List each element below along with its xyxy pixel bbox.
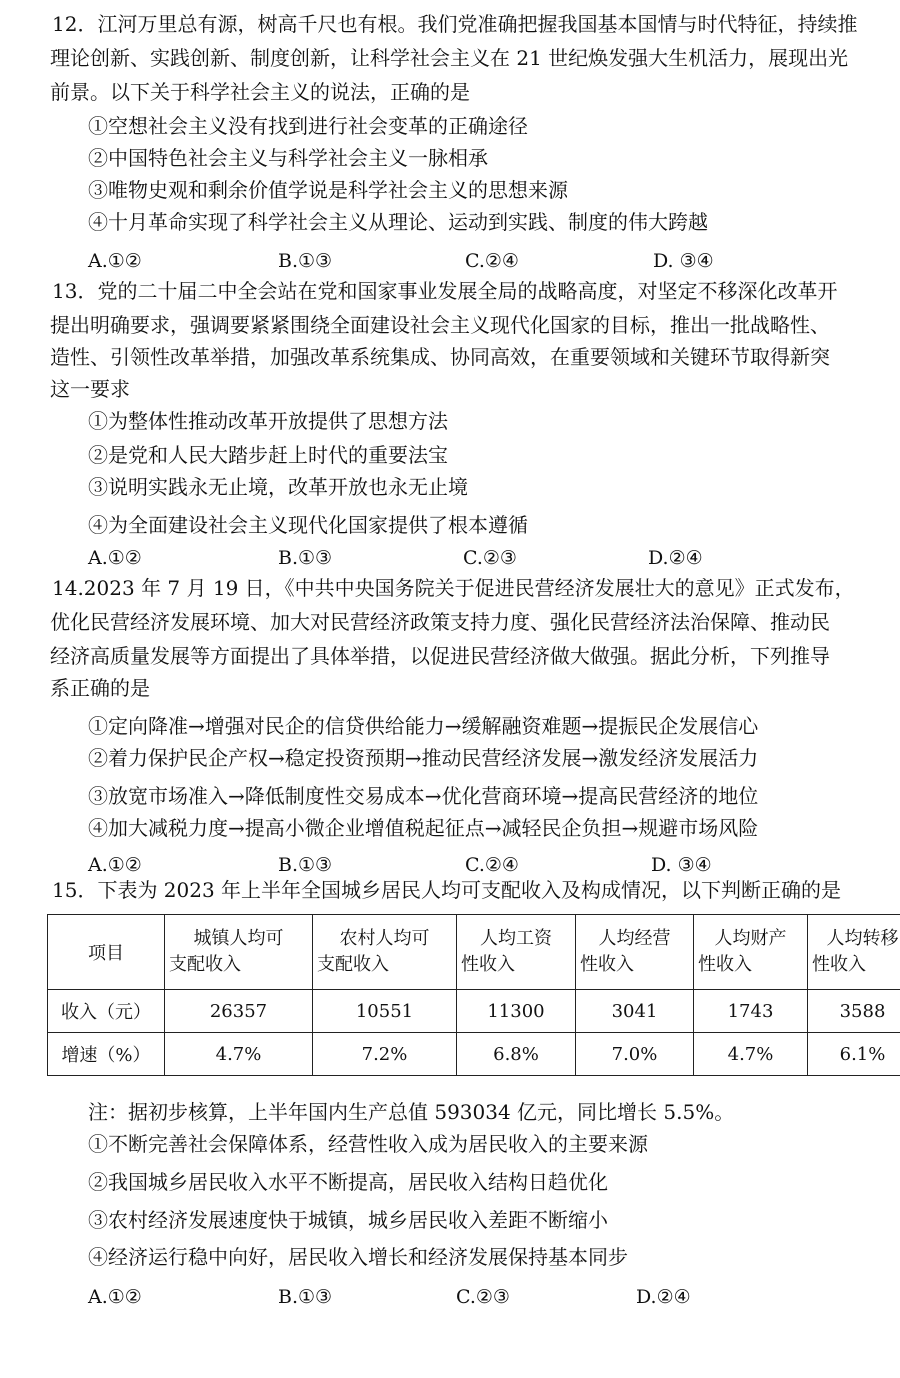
q12-option-a: A.①② — [88, 250, 142, 272]
q15-item-2: ②我国城乡居民收入水平不断提高，居民收入结构日趋优化 — [88, 1170, 608, 1194]
q13-item-1: ①为整体性推动改革开放提供了思想方法 — [88, 409, 448, 433]
table-cell: 10551 — [313, 990, 457, 1033]
q15-item-1: ①不断完善社会保障体系，经营性收入成为居民收入的主要来源 — [88, 1132, 648, 1156]
table-cell: 1743 — [694, 990, 808, 1033]
q12-option-b: B.①③ — [278, 250, 333, 272]
table-header-cell: 人均转移 性收入 — [808, 915, 900, 990]
q12-item-2: ②中国特色社会主义与科学社会主义一脉相承 — [88, 146, 488, 170]
table-cell: 收入（元） — [48, 990, 165, 1033]
table-header-cell: 人均经营 性收入 — [576, 915, 694, 990]
q13-option-d: D.②④ — [648, 547, 703, 569]
q14-option-d: D. ③④ — [651, 854, 712, 876]
q14-item-4: ④加大减税力度→提高小微企业增值税起征点→减轻民企负担→规避市场风险 — [88, 816, 759, 840]
table-row — [48, 1033, 900, 1076]
q15-option-b: B.①③ — [278, 1286, 333, 1308]
q14-option-a: A.①② — [88, 854, 142, 876]
q12-item-3: ③唯物史观和剩余价值学说是科学社会主义的思想来源 — [88, 178, 568, 202]
q13-option-c: C.②③ — [463, 547, 517, 569]
q14-option-b: B.①③ — [278, 854, 333, 876]
table-cell: 7.0% — [576, 1033, 694, 1076]
q12-option-d: D. ③④ — [653, 250, 714, 272]
table-cell: 7.2% — [313, 1033, 457, 1076]
q15-option-a: A.①② — [88, 1286, 142, 1308]
table-cell: 4.7% — [165, 1033, 313, 1076]
q13-item-4: ④为全面建设社会主义现代化国家提供了根本遵循 — [88, 513, 528, 537]
q13-option-b: B.①③ — [278, 547, 333, 569]
q13-item-2: ②是党和人民大踏步赶上时代的重要法宝 — [88, 443, 448, 467]
table-row — [48, 990, 900, 1033]
q12-item-1: ①空想社会主义没有找到进行社会变革的正确途径 — [88, 114, 528, 138]
table-header-cell: 人均工资 性收入 — [457, 915, 576, 990]
q12-stem-line-3: 前景。以下关于科学社会主义的说法，正确的是 — [50, 80, 470, 104]
q12-option-c: C.②④ — [465, 250, 519, 272]
q13-option-a: A.①② — [88, 547, 142, 569]
q15-item-4: ④经济运行稳中向好，居民收入增长和经济发展保持基本同步 — [88, 1245, 628, 1269]
q15-note: 注：据初步核算，上半年国内生产总值 593034 亿元，同比增长 5.5%。 — [88, 1100, 735, 1124]
q13-stem-line-4: 这一要求 — [50, 377, 130, 401]
q15-item-3: ③农村经济发展速度快于城镇，城乡居民收入差距不断缩小 — [88, 1208, 608, 1232]
q12-item-4: ④十月革命实现了科学社会主义从理论、运动到实践、制度的伟大跨越 — [88, 210, 708, 234]
q14-item-3: ③放宽市场准入→降低制度性交易成本→优化营商环境→提高民营经济的地位 — [88, 784, 759, 808]
q14-stem-line-1: 14.2023 年 7 月 19 日，《中共中央国务院关于促进民营经济发展壮大的意见》正式发布， — [52, 576, 855, 600]
table-cell: 3588 — [808, 990, 900, 1033]
q13-stem-line-2: 提出明确要求，强调要紧紧围绕全面建设社会主义现代化国家的目标，推出一批战略性、 — [50, 313, 830, 337]
q14-stem-line-4: 系正确的是 — [50, 676, 150, 700]
q14-item-1: ①定向降准→增强对民企的信贷供给能力→缓解融资难题→提振民企发展信心 — [88, 714, 759, 738]
q15-stem: 15．下表为 2023 年上半年全国城乡居民人均可支配收入及构成情况，以下判断正确的是 — [52, 878, 842, 902]
q14-option-c: C.②④ — [465, 854, 519, 876]
table-cell: 11300 — [457, 990, 576, 1033]
table-cell: 4.7% — [694, 1033, 808, 1076]
table-cell: 26357 — [165, 990, 313, 1033]
table-cell: 6.8% — [457, 1033, 576, 1076]
table-header-cell: 人均财产 性收入 — [694, 915, 808, 990]
q13-item-3: ③说明实践永无止境，改革开放也永无止境 — [88, 475, 468, 499]
q15-option-c: C.②③ — [456, 1286, 510, 1308]
table-cell: 增速（%） — [48, 1033, 165, 1076]
q12-stem-line-2: 理论创新、实践创新、制度创新，让科学社会主义在 21 世纪焕发强大生机活力，展现出光 — [50, 46, 849, 70]
table-cell: 6.1% — [808, 1033, 900, 1076]
table-header-cell: 农村人均可 支配收入 — [313, 915, 457, 990]
q12-stem-line-1: 12．江河万里总有源，树高千尺也有根。我们党准确把握我国基本国情与时代特征，持续推 — [52, 12, 858, 36]
income-table — [47, 914, 900, 1076]
q15-option-d: D.②④ — [636, 1286, 691, 1308]
q13-stem-line-1: 13．党的二十届二中全会站在党和国家事业发展全局的战略高度，对坚定不移深化改革开 — [52, 279, 838, 303]
q13-stem-line-3: 造性、引领性改革举措，加强改革系统集成、协同高效，在重要领域和关键环节取得新突 — [50, 345, 830, 369]
table-header-cell: 城镇人均可 支配收入 — [165, 915, 313, 990]
table-header-row — [48, 915, 900, 990]
q14-item-2: ②着力保护民企产权→稳定投资预期→推动民营经济发展→激发经济发展活力 — [88, 746, 759, 770]
table-cell: 3041 — [576, 990, 694, 1033]
q14-stem-line-3: 经济高质量发展等方面提出了具体举措，以促进民营经济做大做强。据此分析，下列推导 — [50, 644, 830, 668]
q14-stem-line-2: 优化民营经济发展环境、加大对民营经济政策支持力度、强化民营经济法治保障、推动民 — [50, 610, 830, 634]
table-header-cell: 项目 — [48, 915, 165, 990]
